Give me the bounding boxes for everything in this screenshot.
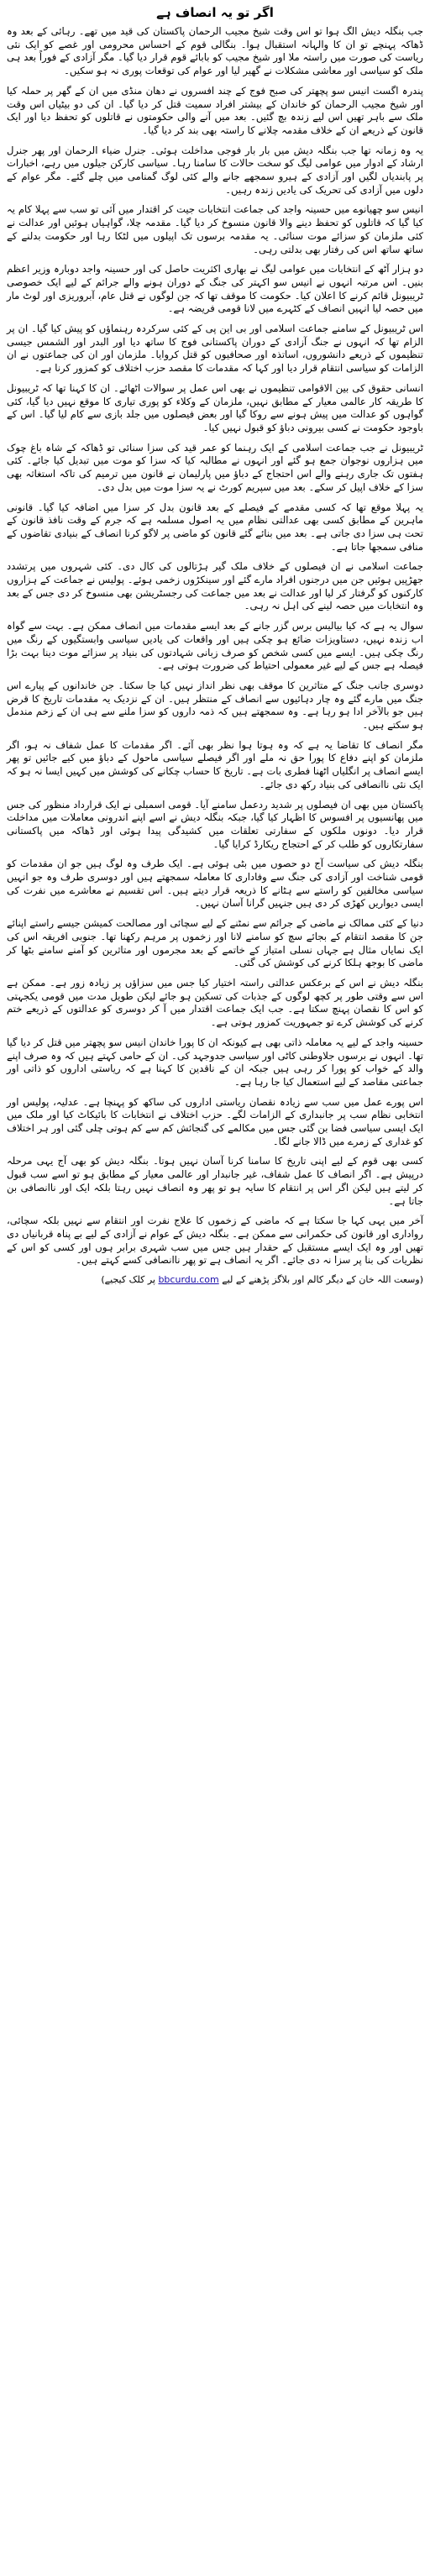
- article-paragraph: یہ وہ زمانہ تھا جب بنگلہ دیش میں بار بار فوجی مداخلت ہوئی۔ جنرل ضیاء الرحمان اور پھر جنرل ارشاد کے ادوار میں عوامی لیگ کو سخت حالات کا سامنا رہا۔ سیاسی کارکن جیلوں میں رہے، اخبارات پر پابندیاں لگیں اور آزادی کے ہیرو سمجھے جانے والے کئی لوگ گمنامی میں چلے گئے۔ مگر عوام کے دلوں میں آزادی کی تحریک کی یادیں زندہ رہیں۔: [7, 144, 423, 196]
- article-paragraph: دنیا کے کئی ممالک نے ماضی کے جرائم سے نمٹنے کے لیے سچائی اور مصالحت کمیشن جیسے راستے اپنائے جن کا مقصد انتقام کے بجائے سچ کو سامنے لانا اور زخموں پر مرہم رکھنا تھا۔ جنوبی افریقہ اس کی ایک نمایاں مثال ہے جہاں نسلی امتیاز کے خاتمے کے بعد مجرموں اور متاثرین کو آمنے سامنے بٹھا کر ماضی کا بوجھ ہلکا کرنے کی کوشش کی گئی۔: [7, 917, 423, 969]
- article-paragraph: انسانی حقوق کی بین الاقوامی تنظیموں نے بھی اس عمل پر سوالات اٹھائے۔ ان کا کہنا تھا کہ ٹریبیونل کا طریقہ کار عالمی معیار کے مطابق نہیں، ملزمان کے وکلاء کو پوری تیاری کا موقع نہیں دیا گیا، کئی گواہوں کو عدالت میں پیش ہونے سے روکا گیا اور بعض فیصلوں میں جلد بازی سے کام لیا گیا۔ اس کے باوجود حکومت نے کسی بیرونی دباؤ کو قبول نہیں کیا۔: [7, 381, 423, 433]
- article-paragraph: سوال یہ ہے کہ کیا بیالیس برس گزر جانے کے بعد ایسے مقدمات میں انصاف ممکن ہے۔ بہت سے گواہ اب زندہ نہیں، دستاویزات ضائع ہو چکی ہیں اور واقعات کی یادیں سیاسی وابستگیوں کے رنگ میں رنگ چکی ہیں۔ ایسے میں کسی شخص کو صرف زبانی شہادتوں کی بنیاد پر سزائے موت دینا بہت بڑا فیصلہ ہے جس کے لیے غیر معمولی احتیاط کی ضرورت ہوتی ہے۔: [7, 620, 423, 672]
- article-paragraph: دوسری جانب جنگ کے متاثرین کا موقف بھی نظر انداز نہیں کیا جا سکتا۔ جن خاندانوں کے پیارے اس جنگ میں مارے گئے وہ چار دہائیوں سے انصاف کے منتظر ہیں۔ ان کے نزدیک یہ مقدمات تاریخ کا قرض ہیں جو بالآخر ادا ہو رہا ہے۔ وہ سمجھتے ہیں کہ ذمہ داروں کو سزا ملنے سے ہی ان کے زخم مندمل ہو سکتے ہیں۔: [7, 679, 423, 732]
- article-body: [7, 25, 423, 1267]
- article-paragraph: مگر انصاف کا تقاضا یہ ہے کہ وہ ہوتا ہوا نظر بھی آئے۔ اگر مقدمات کا عمل شفاف نہ ہو، اگر ملزمان کو اپنے دفاع کا پورا حق نہ ملے اور اگر فیصلے سیاسی ماحول کے دباؤ میں کیے جائیں تو پھر ایسے انصاف پر انگلیاں اٹھنا فطری بات ہے۔ تاریخ کا حساب چکانے کی کوشش میں کہیں ایسا نہ ہو کہ ایک نئی ناانصافی کی بنیاد رکھ دی جائے۔: [7, 738, 423, 790]
- article-paragraph: کسی بھی قوم کے لیے اپنی تاریخ کا سامنا کرنا آسان نہیں ہوتا۔ بنگلہ دیش کو بھی آج یہی مرحلہ درپیش ہے۔ اگر انصاف کا عمل شفاف، غیر جانبدار اور عالمی معیار کے مطابق ہو تو اسے سب قبول کر لیتے ہیں لیکن اگر اس پر انتقام کا سایہ ہو تو پھر وہ انصاف نہیں رہتا بلکہ ایک اور ناانصافی بن جاتا ہے۔: [7, 1155, 423, 1207]
- article-paragraph: اس پورے عمل میں سب سے زیادہ نقصان ریاستی اداروں کی ساکھ کو پہنچا ہے۔ عدلیہ، پولیس اور انتخابی نظام سب پر جانبداری کے الزامات لگے۔ حزب اختلاف نے انتخابات کا بائیکاٹ کیا اور ملک میں ایک ایسی سیاسی فضا بن گئی جس میں مکالمے کی گنجائش کم سے کم ہوتی چلی گئی اور ہر اختلاف کو غداری کے زمرے میں ڈالا جانے لگا۔: [7, 1095, 423, 1147]
- article-paragraph: جب بنگلہ دیش الگ ہوا تو اس وقت شیخ مجیب الرحمان پاکستان کی قید میں تھے۔ رہائی کے بعد وہ ڈھاکہ پہنچے تو ان کا والہانہ استقبال ہوا۔ بنگالی قوم کے احساس محرومی اور غصے کو ایک نئی ریاست کی صورت میں راستہ ملا اور شیخ مجیب کو بابائے قوم قرار دیا گیا۔ مگر آزادی کے فوراً بعد ہی ملک کو سیاسی اور معاشی مشکلات نے گھیر لیا اور عوام کی توقعات پوری نہ ہو سکیں۔: [7, 25, 423, 77]
- article-title: اگر تو یہ انصاف ہے: [156, 5, 274, 20]
- bbcurdu-link[interactable]: bbcurdu.com: [158, 1274, 219, 1286]
- article-paragraph: حسینہ واجد کے لیے یہ معاملہ ذاتی بھی ہے کیونکہ ان کا پورا خاندان انیس سو پچھتر میں قتل کر دیا گیا تھا۔ انہوں نے برسوں جلاوطنی کاٹی اور سیاسی جدوجہد کی۔ ان کے حامی کہتے ہیں کہ وہ صرف اپنے والد کے خواب کو پورا کر رہی ہیں جبکہ ان کے ناقدین کا کہنا ہے کہ ریاستی اداروں کو ذاتی اور جماعتی مقاصد کے لیے استعمال کیا جا رہا ہے۔: [7, 1036, 423, 1088]
- article-paragraph: جماعت اسلامی نے ان فیصلوں کے خلاف ملک گیر ہڑتالوں کی کال دی۔ کئی شہروں میں پرتشدد جھڑپیں ہوئیں جن میں درجنوں افراد مارے گئے اور سینکڑوں زخمی ہوئے۔ پولیس نے جماعت کے ہزاروں کارکنوں کو گرفتار کر لیا اور عدالت نے بعد میں جماعت کی رجسٹریشن بھی منسوخ کر دی جس کے بعد وہ انتخابات میں حصہ لینے کی اہل نہ رہی۔: [7, 560, 423, 612]
- article-paragraph: ٹریبیونل نے جب جماعت اسلامی کے ایک رہنما کو عمر قید کی سزا سنائی تو ڈھاکہ کے شاہ باغ چوک میں ہزاروں نوجوان جمع ہو گئے اور انہوں نے مطالبہ کیا کہ سزا کو موت میں تبدیل کیا جائے۔ کئی ہفتوں تک جاری رہنے والے اس احتجاج کے دباؤ میں پارلیمان نے قانون میں ترمیم کی تاکہ استغاثہ بھی سزا کے خلاف اپیل کر سکے۔ بعد میں سپریم کورٹ نے یہ سزا موت میں بدل دی۔: [7, 441, 423, 493]
- article-paragraph: انیس سو چھیانوے میں حسینہ واجد کی جماعت انتخابات جیت کر اقتدار میں آئی تو سب سے پہلا کام یہ کیا گیا کہ قاتلوں کو تحفظ دینے والا قانون منسوخ کر دیا گیا۔ مقدمہ چلا، گواہیاں ہوئیں اور عدالت نے کئی ملزمان کو سزائے موت سنائی۔ یہ مقدمہ برسوں تک اپیلوں میں لٹکا رہا اور حکومت بدلنے کے ساتھ ساتھ اس کی رفتار بھی بدلتی رہی۔: [7, 203, 423, 255]
- article-paragraph: پندرہ اگست انیس سو پچھتر کی صبح فوج کے چند افسروں نے دھان منڈی میں ان کے گھر پر حملہ کیا اور شیخ مجیب الرحمان کو خاندان کے بیشتر افراد سمیت قتل کر دیا گیا۔ ان کی دو بیٹیاں اس وقت ملک سے باہر تھیں اس لیے زندہ بچ گئیں۔ بعد میں آنے والی حکومتوں نے قاتلوں کو تحفظ دیا اور ایک قانون کے ذریعے ان کے خلاف مقدمہ چلانے کا راستہ بھی بند کر دیا گیا۔: [7, 84, 423, 136]
- article-paragraph: پاکستان میں بھی ان فیصلوں پر شدید ردعمل سامنے آیا۔ قومی اسمبلی نے ایک قرارداد منظور کی جس میں پھانسیوں پر افسوس کا اظہار کیا گیا، جبکہ بنگلہ دیش نے اسے اپنے اندرونی معاملات میں مداخلت قرار دیا۔ دونوں ملکوں کے سفارتی تعلقات میں کشیدگی پیدا ہوئی اور ڈھاکہ میں پاکستانی سفارتکاروں کو طلب کر کے احتجاج ریکارڈ کرایا گیا۔: [7, 798, 423, 850]
- note-suffix: پر کلک کیجیے): [101, 1274, 155, 1286]
- article-paragraph: بنگلہ دیش کی سیاست آج دو حصوں میں بٹی ہوئی ہے۔ ایک طرف وہ لوگ ہیں جو ان مقدمات کو قومی شناخت اور آزادی کی جنگ سے وفاداری کا معاملہ سمجھتے ہیں اور دوسری طرف وہ جو انہیں سیاسی مخالفین کو راستے سے ہٹانے کا ذریعہ قرار دیتے ہیں۔ اس تقسیم نے معاشرے میں نفرت کی ایسی دیواریں کھڑی کر دی ہیں جنہیں گرانا آسان نہیں۔: [7, 858, 423, 910]
- article-paragraph: یہ پہلا موقع تھا کہ کسی مقدمے کے فیصلے کے بعد قانون بدل کر سزا میں اضافہ کیا گیا۔ قانونی ماہرین کے مطابق کسی بھی عدالتی نظام میں یہ اصول مسلمہ ہے کہ جرم کے وقت نافذ قانون کے تحت ہی سزا دی جاتی ہے۔ بعد میں بنائے گئے قانون کو ماضی پر لاگو کرنا انصاف کے بنیادی تقاضوں کے منافی سمجھا جاتا ہے۔: [7, 501, 423, 553]
- more-columns-note: [7, 1274, 423, 1285]
- article-paragraph: دو ہزار آٹھ کے انتخابات میں عوامی لیگ نے بھاری اکثریت حاصل کی اور حسینہ واجد دوبارہ وزیر اعظم بنیں۔ اس مرتبہ انہوں نے انیس سو اکہتر کی جنگ کے دوران ہونے والے جرائم کے لیے ایک خصوصی ٹریبیونل قائم کرنے کا اعلان کیا۔ حکومت کا موقف تھا کہ جن لوگوں نے قتل عام، آبروریزی اور لوٹ مار میں حصہ لیا انہیں انصاف کے کٹہرے میں لانا قومی فریضہ ہے۔: [7, 263, 423, 315]
- article-paragraph: آخر میں یہی کہا جا سکتا ہے کہ ماضی کے زخموں کا علاج نفرت اور انتقام سے نہیں بلکہ سچائی، رواداری اور قانون کی حکمرانی سے ممکن ہے۔ بنگلہ دیش کے عوام نے آزادی کے لیے بے پناہ قربانیاں دی تھیں اور وہ ایک ایسے مستقبل کے حقدار ہیں جس میں سب شہری برابر ہوں اور کسی کو اس کے نظریات کی بنا پر سزا نہ دی جائے۔ اگر یہ انصاف ہے تو پھر ناانصافی کسے کہتے ہیں۔: [7, 1215, 423, 1267]
- note-text: (وسعت اللہ خان کے دیگر کالم اور بلاگز پڑھنے کے لیے: [222, 1274, 423, 1286]
- article-paragraph: اس ٹریبیونل کے سامنے جماعت اسلامی اور بی این پی کے کئی سرکردہ رہنماؤں کو پیش کیا گیا۔ ان پر الزام تھا کہ انہوں نے جنگ آزادی کے دوران پاکستانی فوج کا ساتھ دیا اور البدر اور الشمس جیسی تنظیموں کے ذریعے دانشوروں، اساتذہ اور صحافیوں کو قتل کروایا۔ ملزمان اور ان کی جماعتوں نے ان الزامات کو سیاسی انتقام قرار دیا اور کہا کہ مقدمات کا مقصد حزب اختلاف کو کمزور کرنا ہے۔: [7, 323, 423, 375]
- article-paragraph: بنگلہ دیش نے اس کے برعکس عدالتی راستہ اختیار کیا جس میں سزاؤں پر زیادہ زور ہے۔ ممکن ہے اس سے وقتی طور پر کچھ لوگوں کے جذبات کی تسکین ہو جائے لیکن طویل مدت میں قومی یکجہتی کو اس کا نقصان پہنچ سکتا ہے۔ جب ایک جماعت اقتدار میں آ کر دوسری کو عدالتوں کے ذریعے ختم کرنے کی کوشش کرے تو جمہوریت کمزور ہوتی ہے۔: [7, 977, 423, 1029]
